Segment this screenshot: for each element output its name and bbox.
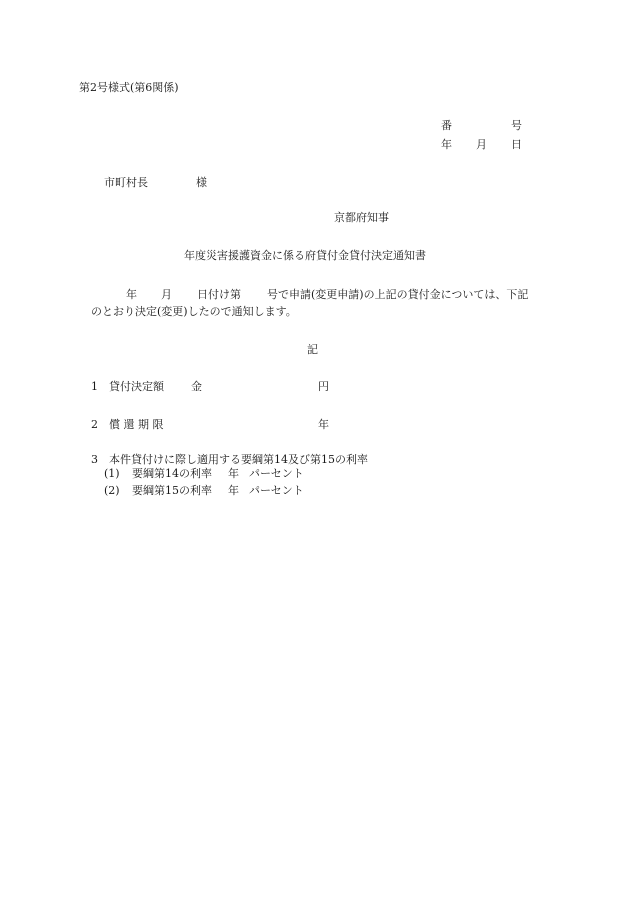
period-unit: 年 <box>318 418 329 431</box>
sub-percent: パーセント <box>249 467 304 480</box>
item-label: 本件貸付けに際し適用する要綱第14及び第15の利率 <box>109 453 368 466</box>
amount-kin: 金 <box>191 380 202 393</box>
sub-year: 年 <box>228 484 239 497</box>
form-number-label: 第2号様式(第6関係) <box>79 81 179 94</box>
document-title: 年度災害援護資金に係る府貸付金貸付決定通知書 <box>184 249 426 262</box>
body-line2: のとおり決定(変更)したので通知します。 <box>91 305 297 318</box>
sub-label: 要綱第14の利率 <box>132 467 212 480</box>
addressee-title: 市町村長 <box>104 176 148 189</box>
item-number: 1 <box>91 380 98 393</box>
number-suffix: 号 <box>511 119 522 132</box>
body-month: 月 <box>161 288 172 301</box>
sub-year: 年 <box>228 467 239 480</box>
item-label: 償 還 期 限 <box>109 418 164 431</box>
date-year: 年 <box>441 138 452 151</box>
sub-label: 要綱第15の利率 <box>132 484 212 497</box>
body-line1-rest: 号で申請(変更申請)の上記の貸付金については、下記 <box>267 288 529 301</box>
item-number: 2 <box>91 418 98 431</box>
ki-heading: 記 <box>307 343 318 356</box>
date-month: 月 <box>476 138 487 151</box>
sender: 京都府知事 <box>334 211 389 224</box>
item-label: 貸付決定額 <box>109 380 164 393</box>
addressee-honorific: 様 <box>196 176 207 189</box>
amount-unit: 円 <box>318 380 329 393</box>
body-dated-number: 日付け第 <box>197 288 241 301</box>
sub-percent: パーセント <box>249 484 304 497</box>
item-number: 3 <box>91 453 98 466</box>
sub-number: (1) <box>104 467 120 480</box>
body-year: 年 <box>126 288 137 301</box>
date-day: 日 <box>511 138 522 151</box>
number-label: 番 <box>441 119 452 132</box>
sub-number: (2) <box>104 484 120 497</box>
